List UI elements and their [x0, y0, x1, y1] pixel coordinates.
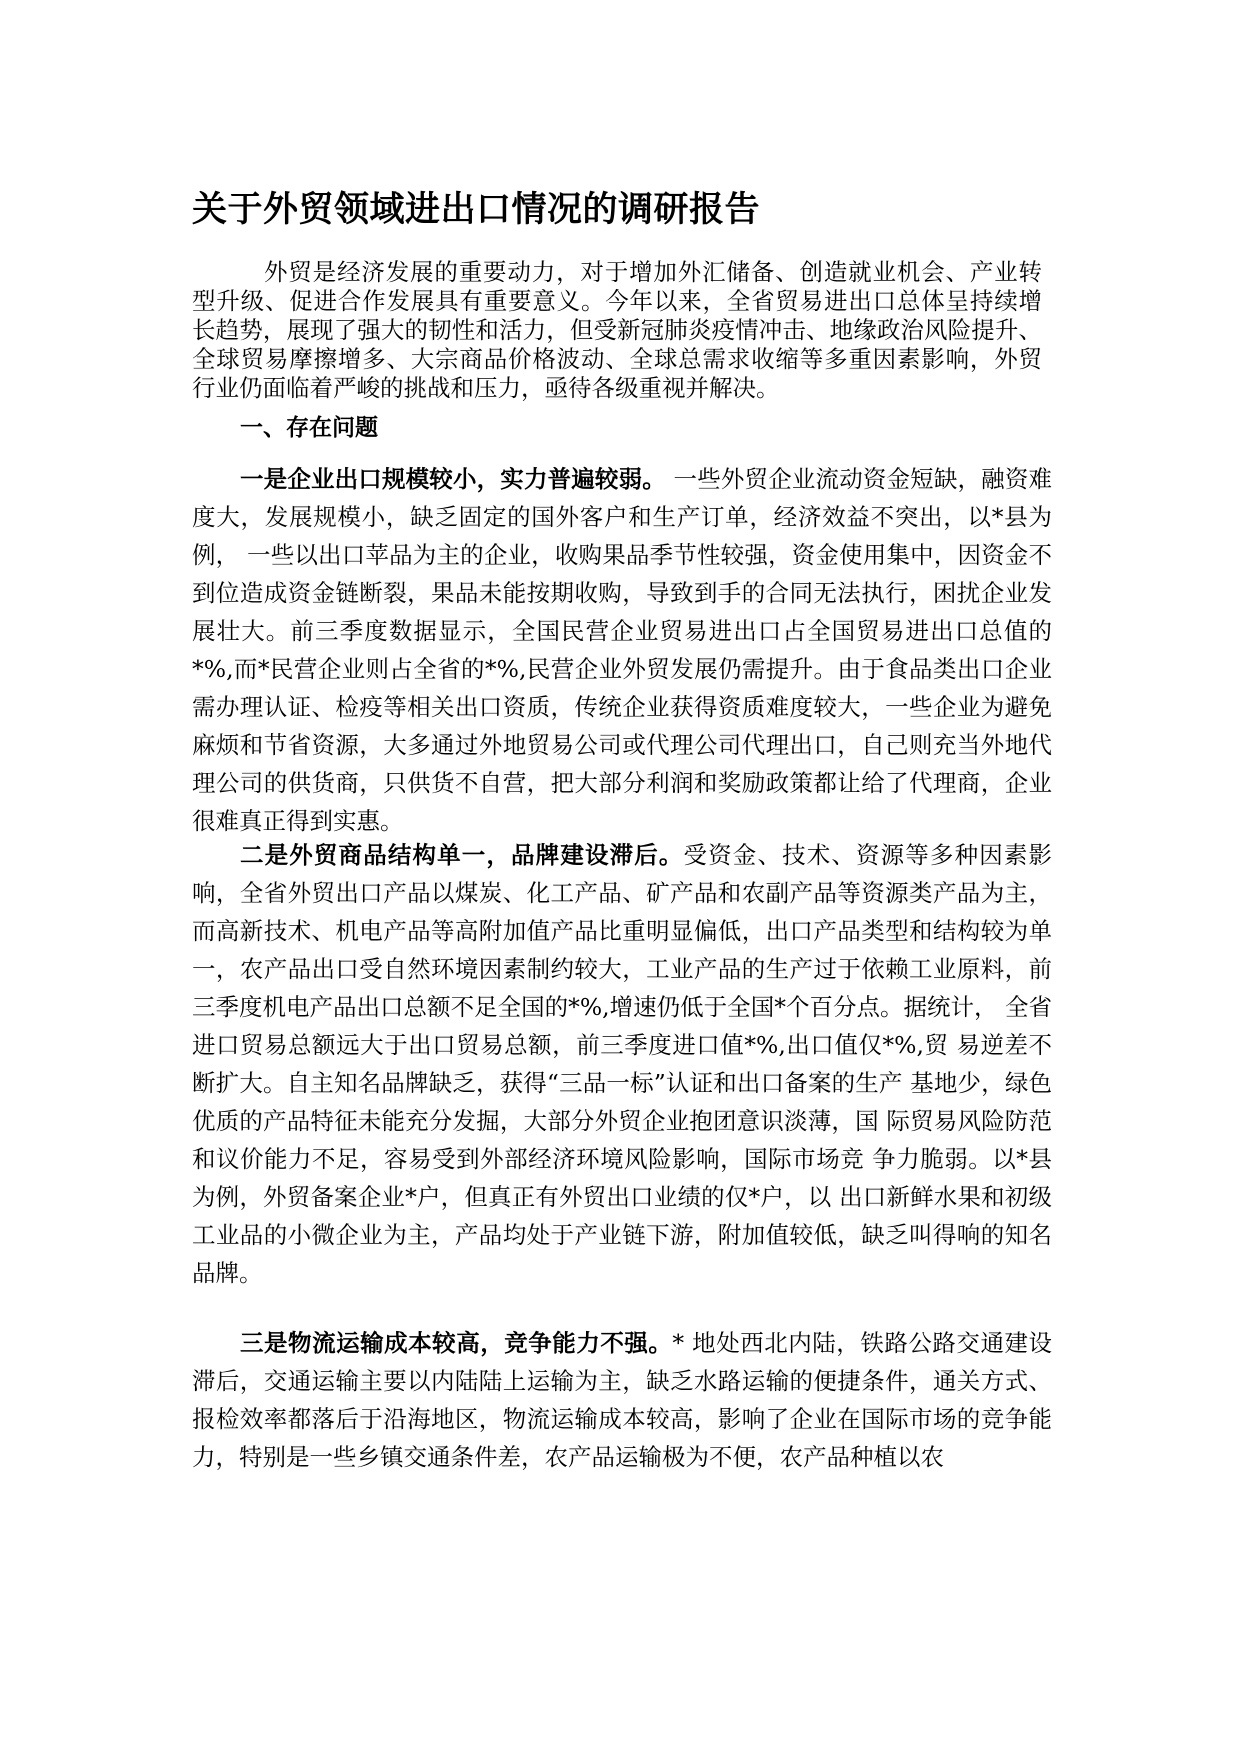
intro-paragraph: 外贸是经济发展的重要动力，对于增加外汇储备、创造就业机会、产业转 型升级、促进合作发展具有重要意义。今年以来，全省贸易进出口总体呈持续增 长趋势，展现了强大的韧性和活力，但受新冠肺炎疫情冲击、地缘政治风险提升、 全球贸易摩擦增多、大宗商品价格波动、全球总需求收缩等多重因素影响，外贸 行业仍面临着严峻的挑战和压力，亟待各级重视并解决。 [192, 258, 1042, 402]
paragraph-lead: 三是物流运输成本较高，竞争能力不强。 [240, 1329, 673, 1357]
paragraph-enterprise-scale [192, 460, 1052, 840]
paragraph-lead: 二是外贸商品结构单一，品牌建设滞后。 [240, 841, 684, 869]
paragraph-body: 一些外贸企业流动资金短缺，融资难度大，发展规模小，缺乏固定的国外客户和生产订单，经济效益不突出，以*县为例， 一些以出口苹品为主的企业，收购果品季节性较强，资金使用集中，因资金不到位造成资金链断裂，果品未能按期收购，导致到手的合同无法执行，困扰企业发展壮大。前三季度数据显示，全国民营企业贸易进出口占全国贸易进出口总值的*%,而*民营企业则占全省的*%,民营企业外贸发展仍需提升。由于食品类出口企业需办理认证、检疫等相关出口资质，传统企业获得资质难度较大，一些企业为避免麻烦和节省资源，大多通过外地贸易公司或代理公司代理出口，自己则充当外地代理公司的供货商，只供货不自营，把大部分利润和奖励政策都让给了代理商，企业很难真正得到实惠。 [192, 465, 1052, 835]
paragraph-lead: 一是企业出口规模较小，实力普遍较弱。 [240, 465, 666, 493]
paragraph-product-structure [192, 836, 1052, 1292]
document-title: 关于外贸领域进出口情况的调研报告 [192, 190, 761, 230]
paragraph-logistics-cost [192, 1324, 1052, 1476]
section-heading: 一、存在问题 [240, 415, 378, 441]
paragraph-body: 受资金、技术、资源等多种因素影响，全省外贸出口产品以煤炭、化工产品、矿产品和农副产品等资源类产品为主，而高新技术、机电产品等高附加值产品比重明显偏低，出口产品类型和结构较为单一，农产品出口受自然环境因素制约较大，工业产品的生产过于依赖工业原料，前三季度机电产品出口总额不足全国的*%,增速仍低于全国*个百分点。据统计， 全省进口贸易总额远大于出口贸易总额，前三季度进口值*%,出口值仅*%,贸 易逆差不断扩大。自主知名品牌缺乏，获得“三品一标”认证和出口备案的生产 基地少，绿色优质的产品特征未能充分发掘，大部分外贸企业抱团意识淡薄，国 际贸易风险防范和议价能力不足，容易受到外部经济环境风险影响，国际市场竞 争力脆弱。以*县为例，外贸备案企业*户，但真正有外贸出口业绩的仅*户，以 出口新鲜水果和初级工业品的小微企业为主，产品均处于产业链下游，附加值较低，缺乏叫得响的知名品牌。 [192, 841, 1052, 1287]
paragraph-body: * 地处西北内陆，铁路公路交通建设滞后，交通运输主要以内陆陆上运输为主，缺乏水路运输的便捷条件，通关方式、报检效率都落后于沿海地区，物流运输成本较高，影响了企业在国际市场的竞争能力，特别是一些乡镇交通条件差，农产品运输极为不便，农产品种植以农 [192, 1329, 1052, 1471]
